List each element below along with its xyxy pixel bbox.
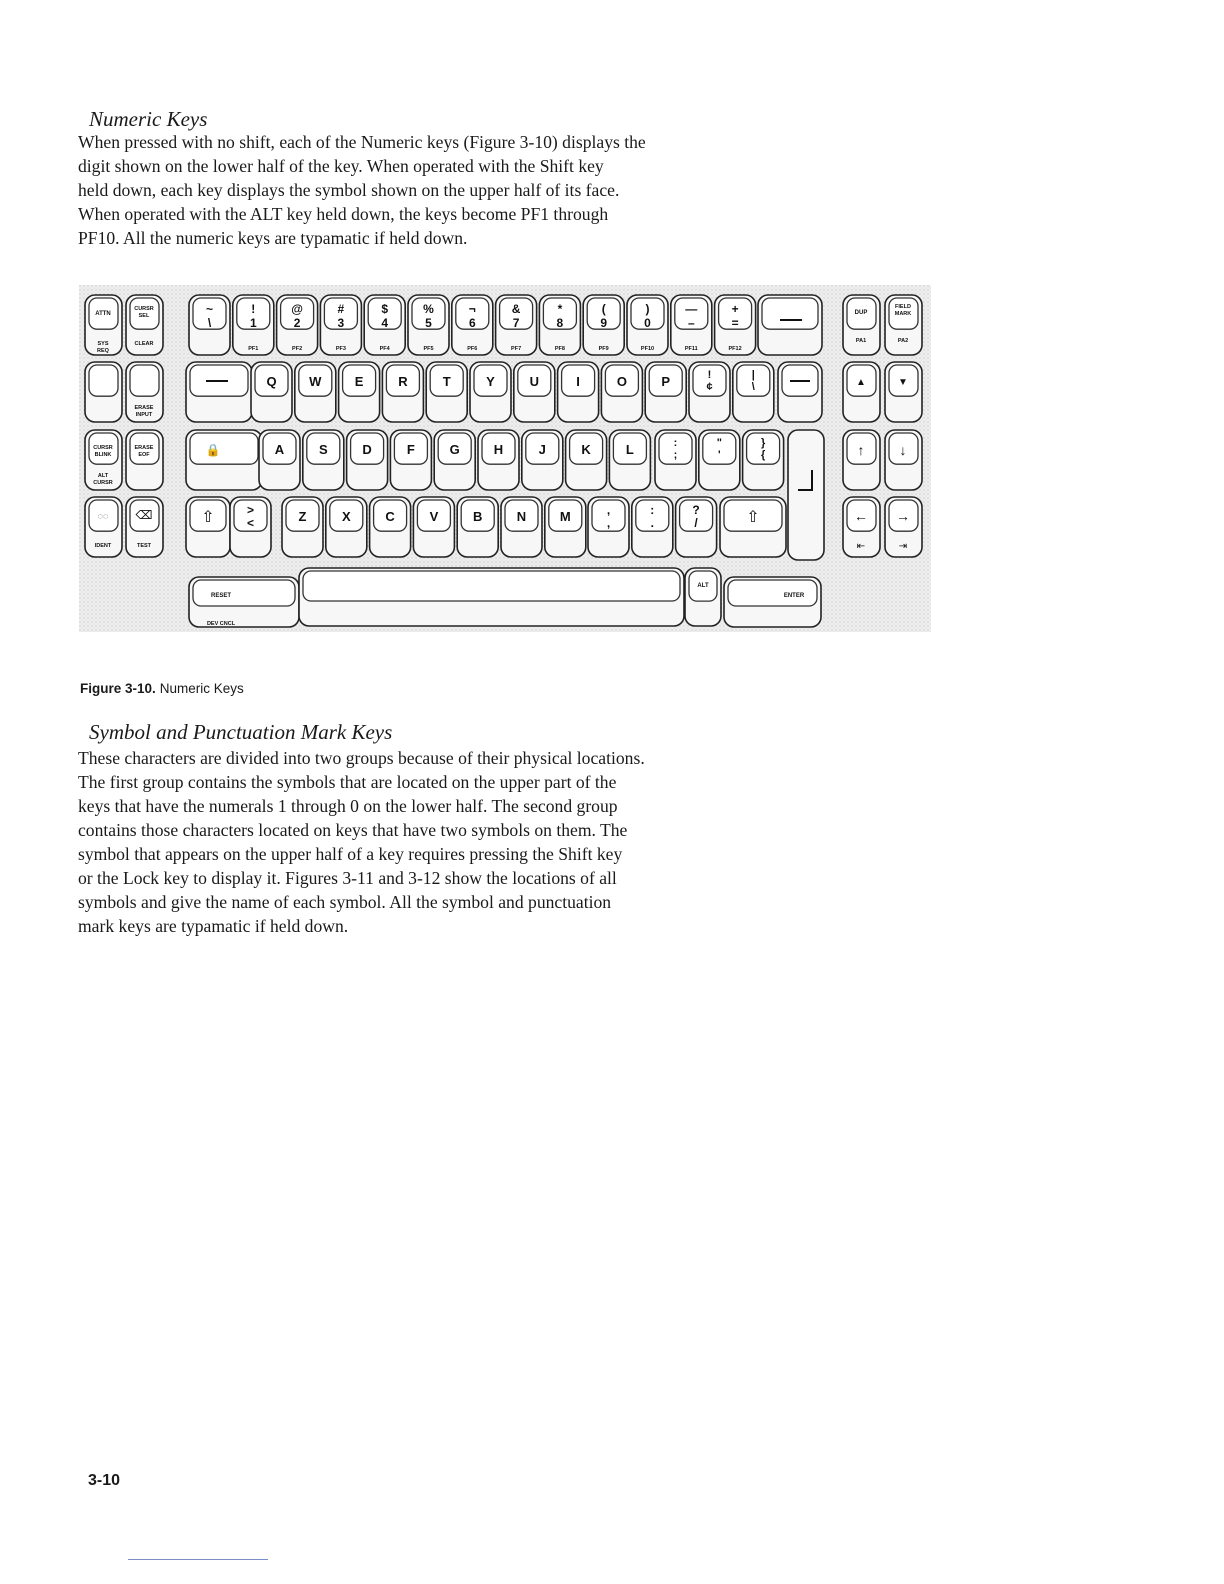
key-letter: V [429,509,439,524]
symbol-keys-paragraph [78,746,738,938]
key-label: ERASE [134,405,154,411]
letter-key [609,430,650,490]
delete-key [126,497,163,557]
key-lower-symbol: { [760,449,766,461]
key-lower-symbol: , [606,516,611,530]
paragraph-line: When pressed with no shift, each of the Numeric keys (Figure 3-10) displays the [78,132,646,152]
key-pf-label: PF7 [511,346,522,352]
key-label: FIELD [895,304,911,310]
alt-key [685,568,721,626]
key-letter: L [625,442,634,457]
key-lower-digit: 7 [512,316,520,330]
letter-key [645,362,686,422]
key-letter: D [362,442,372,457]
numeric-key [408,295,449,355]
key-upper-symbol: + [731,302,739,316]
cursor-blink-key [85,430,122,490]
letter-key [303,430,344,490]
letter-key [545,497,586,557]
key-letter: N [516,509,527,524]
key-pf-label: PF2 [292,346,303,352]
paragraph-line: contains those characters located on keys that have two symbols on them. The [78,820,628,840]
tab-key [186,362,252,422]
key-lower-digit: 4 [381,316,389,330]
key-pf-label: PF9 [598,346,609,352]
key-upper-symbol: , [606,503,611,517]
key-upper-symbol: " [716,437,722,449]
key-upper-symbol: $ [381,302,389,316]
key-letter: E [354,374,364,389]
letter-key [413,497,454,557]
figure-caption [80,681,244,696]
paragraph-line: When operated with the ALT key held down, the keys become PF1 through [78,204,609,224]
key-upper-symbol: ! [707,369,712,381]
letter-key [478,430,519,490]
key-pf-label: PF10 [640,346,655,352]
key-label: REQ [97,348,109,354]
key-label: CURSR [93,445,113,451]
letter-key [501,497,542,557]
letter-key [282,497,323,557]
key-letter: H [493,442,504,457]
key-label: ERASE [134,445,154,451]
paragraph-line: symbol that appears on the upper half of a key requires pressing the Shift key [78,844,623,864]
key-label: EOF [138,452,150,458]
down-cursor-key [885,362,922,422]
key-lower-symbol: ' [717,449,721,461]
key-lower-digit: 0 [644,316,651,330]
key-letter: Z [298,509,307,524]
key-upper-symbol: } [760,437,766,449]
numeric-key [715,295,756,355]
key-letter: S [318,442,328,457]
key-top [130,365,159,396]
key-upper-symbol: * [557,302,563,316]
key-lower-symbol: \ [751,381,755,393]
key-label: RESET [210,593,232,599]
key-pf-label: PF6 [467,346,478,352]
key-label: BLINK [94,452,112,458]
key-pf-label: PF4 [379,346,390,352]
paragraph-line: The first group contains the symbols that are located on the upper part of the [78,772,617,792]
key-upper-symbol: @ [291,302,303,316]
key-label: CURSR [134,306,154,312]
space-bar [299,568,684,626]
key-upper-symbol: # [337,302,345,316]
figure-title: Numeric Keys [159,681,244,696]
key-upper-symbol: ! [251,302,256,316]
numeric-key [452,295,493,355]
letter-key [251,362,292,422]
symbol-key [689,362,730,422]
section-heading-numeric-keys: Numeric Keys [89,107,208,131]
key-lower-digit: 8 [556,316,564,330]
key-lower-digit: 6 [468,316,476,330]
key-lower-digit: 9 [600,316,608,330]
backspace-key [758,295,822,355]
key-letter: C [385,509,395,524]
lock-key [186,430,262,490]
footer-rule [128,1559,268,1560]
letter-key [434,430,475,490]
paragraph-line: These characters are divided into two groups because of their physical locations. [78,748,645,768]
key-letter: P [661,374,671,389]
shift-icon: ⇧ [201,509,215,526]
numeric-key [364,295,405,355]
key-letter: Q [266,374,277,389]
erase-input-key [126,362,163,422]
key-label: PA2 [897,338,909,344]
key-label: TEST [136,543,152,549]
insert-icon: ◌◌ [97,511,109,521]
letter-key [339,362,380,422]
paragraph-line: symbols and give the name of each symbol. All the symbol and punctuation [78,892,612,912]
key-lower-digit: 2 [293,316,301,330]
key-lower-digit: 1 [249,316,257,330]
numeric-key [583,295,624,355]
symbol-key [699,430,740,490]
paragraph-line: or the Lock key to display it. Figures 3-11 and 3-12 show the locations of all [78,868,617,888]
key-upper-symbol: : [673,437,678,449]
attn-key [85,295,122,355]
key-lower-digit: = [731,316,739,330]
key-label: ATTN [95,311,111,317]
enter-key [724,577,821,627]
key-upper-symbol: : [650,503,655,517]
symbol-key [588,497,629,557]
symbol-key [632,497,673,557]
letter-key [601,362,642,422]
key-upper-symbol: & [511,302,521,316]
cursor-left-key [843,497,880,557]
down-arrow-icon: ↓ [899,442,907,458]
key-upper-symbol: — [685,302,698,316]
key-lower-digit: 5 [425,316,432,330]
numeric-key [671,295,712,355]
left-arrow-icon: ← [854,508,868,524]
key-letter: R [398,374,408,389]
key-letter: W [309,374,322,389]
key-letter: A [274,442,285,457]
key-lower-digit: 3 [337,316,345,330]
key-lower-symbol: ¢ [706,381,713,393]
key-lower-digit: – [687,316,695,330]
key-upper-symbol: ) [645,302,650,316]
section-heading-symbol-keys: Symbol and Punctuation Mark Keys [89,720,393,744]
key-label: ALT [97,473,109,479]
key-pf-label: PF5 [423,346,434,352]
insert-mode-key [85,497,122,557]
letter-key [347,430,388,490]
erase-eof-key [126,430,163,490]
numeric-key [320,295,361,355]
key-upper-symbol: | [751,369,755,381]
key-letter: Y [486,374,495,389]
dup-key [843,295,880,355]
cursor-up-key [843,430,880,490]
key-letter: T [442,374,451,389]
letter-key [426,362,467,422]
key-upper-symbol: > [246,503,255,517]
letter-key [295,362,336,422]
shift-key-right [720,497,786,557]
key-letter: U [529,374,539,389]
key-label: CURSR [93,480,113,486]
letter-key [382,362,423,422]
key-top [89,365,118,396]
key-label: PA1 [855,338,867,344]
key-lower-symbol: ; [673,449,678,461]
fast-left-icon: ⇤ [856,541,866,552]
letter-key [326,497,367,557]
numeric-key [233,295,274,355]
key-letter: K [581,442,591,457]
letter-key [566,430,607,490]
figure-label: Figure 3-10. [80,681,156,696]
reset-key [189,577,299,627]
letter-key [522,430,563,490]
blank-key [85,362,122,422]
letter-key [390,430,431,490]
keyboard-figure [79,285,931,632]
up-arrow-icon: ↑ [857,442,865,458]
shift-key-left [186,497,230,557]
letter-key [457,497,498,557]
letter-key [259,430,300,490]
key-upper-symbol: ¬ [468,302,476,316]
numeric-keys-paragraph [78,130,738,250]
key-label: ALT [697,583,709,589]
key-lower-digit: \ [207,316,212,330]
key-pf-label: PF11 [684,346,698,352]
key-pf-label: PF3 [335,346,346,352]
key-label: MARK [894,311,912,317]
key-upper-symbol: ? [692,503,700,517]
numeric-key [496,295,537,355]
key-letter: X [341,509,351,524]
back-tab-key [778,362,822,422]
key-label: CLEAR [134,341,154,347]
key-pf-label: PF1 [248,346,259,352]
keyboard-illustration [79,285,931,632]
delete-icon: ⌫ [135,508,153,522]
key-lower-symbol: . [650,516,654,530]
down-arrow-icon: ▼ [898,377,908,388]
key-label: IDENT [94,543,112,549]
up-arrow-icon: ▲ [856,377,866,388]
key-label: DEV CNCL [206,621,236,627]
key-top [193,580,295,606]
key-label: SEL [138,313,150,319]
numeric-key [539,295,580,355]
symbol-key [230,497,271,557]
key-letter: G [449,442,460,457]
letter-key [470,362,511,422]
paragraph-line: mark keys are typamatic if held down. [78,916,349,936]
key-outline [788,430,824,560]
key-letter: I [576,374,580,389]
right-arrow-icon: → [896,508,910,524]
key-pf-label: PF12 [728,346,742,352]
shift-icon: ⇧ [746,509,760,526]
key-label: ENTER [783,593,805,599]
page-number: 3-10 [88,1472,121,1489]
symbol-key [655,430,696,490]
lock-icon: 🔒 [205,443,221,457]
key-label: INPUT [135,412,153,418]
numeric-key [627,295,668,355]
up-cursor-key [843,362,880,422]
paragraph-line: PF10. All the numeric keys are typamatic if held down. [78,228,468,248]
field-mark-key [885,295,922,355]
new-line-key [788,430,824,560]
cursor-select-key [126,295,163,355]
key-letter: B [473,509,483,524]
cursor-right-key [885,497,922,557]
key-letter: O [616,374,627,389]
symbol-key [733,362,774,422]
key-label: DUP [854,310,868,316]
key-lower-symbol: / [694,516,698,530]
key-top [303,571,680,601]
key-lower-symbol: < [246,516,255,530]
key-upper-symbol: % [423,302,434,316]
numeric-key [189,295,230,355]
letter-key [370,497,411,557]
key-upper-symbol: ( [601,302,606,316]
cursor-down-key [885,430,922,490]
letter-key [514,362,555,422]
key-letter: F [406,442,415,457]
numeric-key [277,295,318,355]
letter-key [558,362,599,422]
key-top [190,433,258,464]
key-upper-symbol: ~ [205,302,214,316]
paragraph-line: digit shown on the lower half of the key. When operated with the Shift key [78,156,604,176]
key-top [762,298,818,329]
fast-right-icon: ⇥ [898,541,908,552]
paragraph-line: held down, each key displays the symbol shown on the upper half of its face. [78,180,620,200]
key-letter: J [538,442,546,457]
symbol-key [743,430,784,490]
symbol-key [676,497,717,557]
key-label: SYS [97,341,109,347]
key-pf-label: PF8 [554,346,565,352]
paragraph-line: keys that have the numerals 1 through 0 on the lower half. The second group [78,796,618,816]
key-letter: M [559,509,571,524]
